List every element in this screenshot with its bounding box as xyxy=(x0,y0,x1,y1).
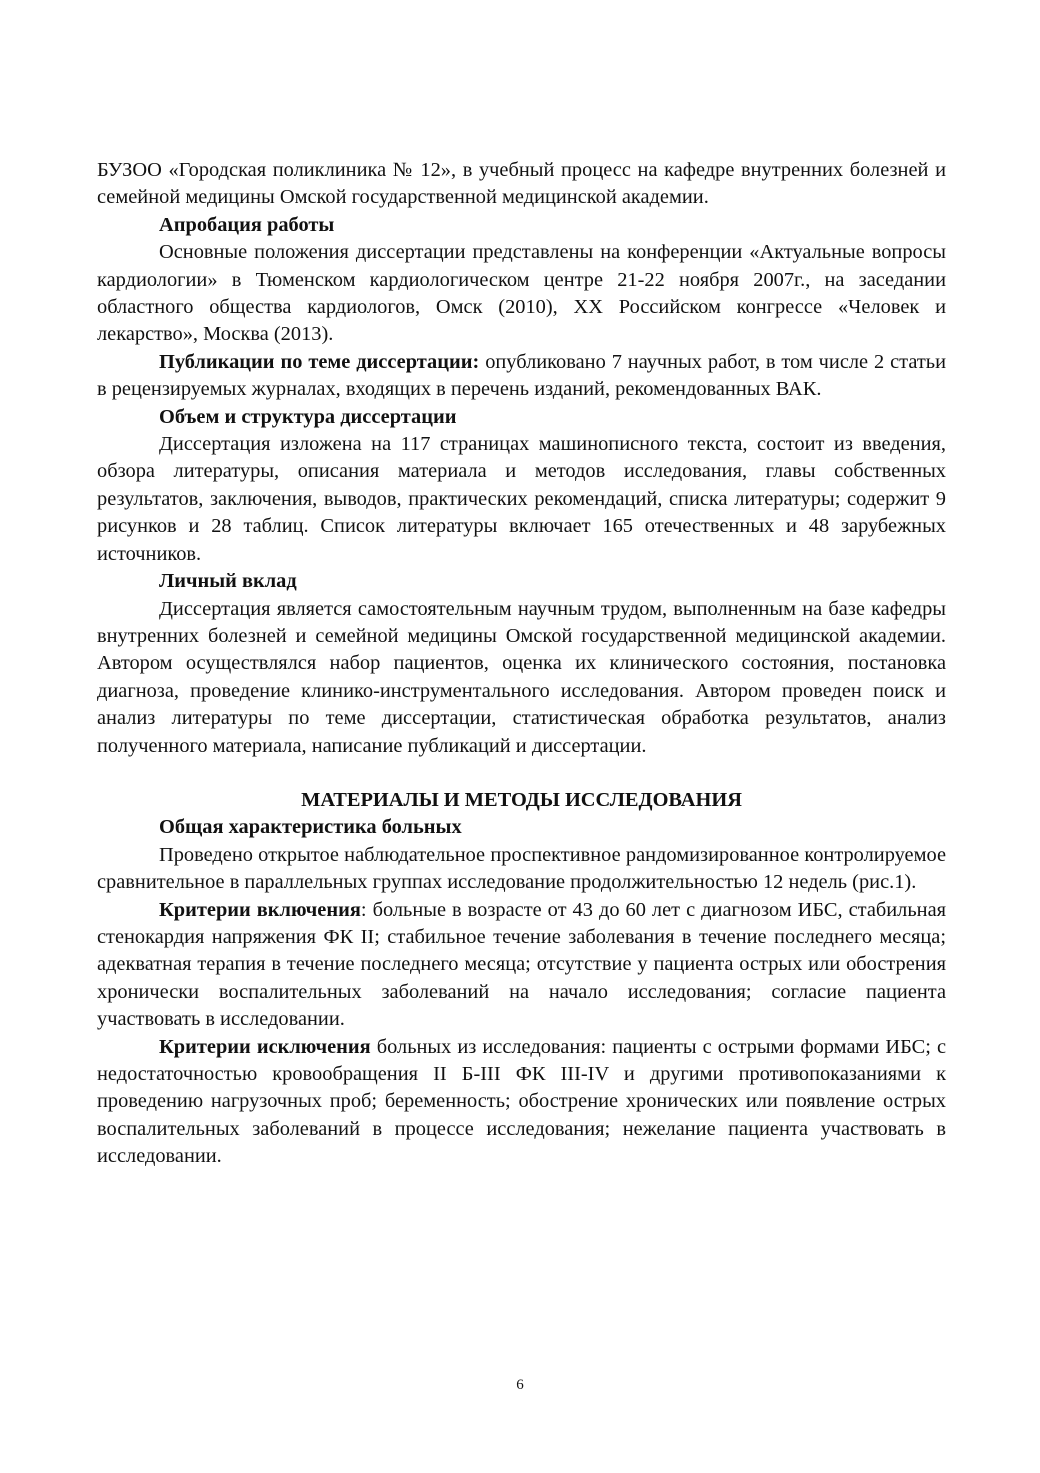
inclusion-lead: Критерии включения xyxy=(159,898,361,921)
study-design-paragraph: Проведено открытое наблюдательное проспективное рандомизированное контролируемое сравнительное в параллельных группах исследование продолжительностью 12 недель (рис.1). xyxy=(97,843,946,894)
page-number: 6 xyxy=(516,1377,524,1393)
patients-heading: Общая характеристика больных xyxy=(159,816,462,839)
exclusion-lead: Критерии исключения xyxy=(159,1035,371,1058)
publications-lead: Публикации по теме диссертации: xyxy=(159,350,480,373)
structure-heading: Объем и структура диссертации xyxy=(159,405,457,428)
exclusion-text: больных из исследования: пациенты с острыми формами ИБС; с недостаточностью кровообращения II Б-III ФК III-IV и другими противопоказаниями к проведению нагрузочных проб; беременность; обострение хронических или появление острых воспалительных заболеваний в процессе исследования; нежелание пациента участвовать в исследовании. xyxy=(97,1035,946,1168)
contribution-paragraph: Диссертация является самостоятельным научным трудом, выполненным на базе кафедры внутренних болезней и семейной медицины Омской государственной медицинской академии. Автором осуществлялся набор пациентов, оценка их клинического состояния, постановка диагноза, проведение клинико-инструментального исследования. Автором проведен поиск и анализ литературы по теме диссертации, статистическая обработка результатов, анализ полученного материала, написание публикаций и диссертации. xyxy=(97,597,946,757)
approbation-heading: Апробация работы xyxy=(159,213,335,236)
exclusion-criteria-paragraph xyxy=(97,1034,946,1171)
publications-text: опубликовано 7 научных работ, в том числе 2 статьи в рецензируемых журналах, входящих в перечень изданий, рекомендованных ВАК. xyxy=(97,350,946,401)
inclusion-text: : больные в возрасте от 43 до 60 лет с диагнозом ИБС, стабильная стенокардия напряжения ФК II; стабильное течение заболевания в течение последнего месяца; адекватная терапия в течение последнего месяца; отсутствие у пациента острых или обострения хронически воспалительных заболеваний на начало исследования; согласие пациента участвовать в исследовании. xyxy=(97,898,946,1031)
publications-paragraph xyxy=(97,349,946,404)
section-title: МАТЕРИАЛЫ И МЕТОДЫ ИССЛЕДОВАНИЯ xyxy=(301,788,742,811)
contribution-heading: Личный вклад xyxy=(159,570,297,593)
document-page xyxy=(97,157,946,1171)
structure-paragraph: Диссертация изложена на 117 страницах машинописного текста, состоит из введения, обзора литературы, описания материала и методов исследования, главы собственных результатов, заключения, выводов, практических рекомендаций, списка литературы; содержит 9 рисунков и 28 таблиц. Список литературы включает 165 отечественных и 48 зарубежных источников. xyxy=(97,433,946,565)
approbation-paragraph: Основные положения диссертации представлены на конференции «Актуальные вопросы кардиологии» в Тюменском кардиологическом центре 21-22 ноября 2007г., на заседании областного общества кардиологов, Омск (2010), XX Российском конгрессе «Человек и лекарство», Москва (2013). xyxy=(97,241,946,346)
inclusion-criteria-paragraph xyxy=(97,897,946,1034)
continuation-paragraph: БУЗОО «Городская поликлиника № 12», в учебный процесс на кафедре внутренних болезней и семейной медицины Омской государственной медицинской академии. xyxy=(97,159,946,209)
